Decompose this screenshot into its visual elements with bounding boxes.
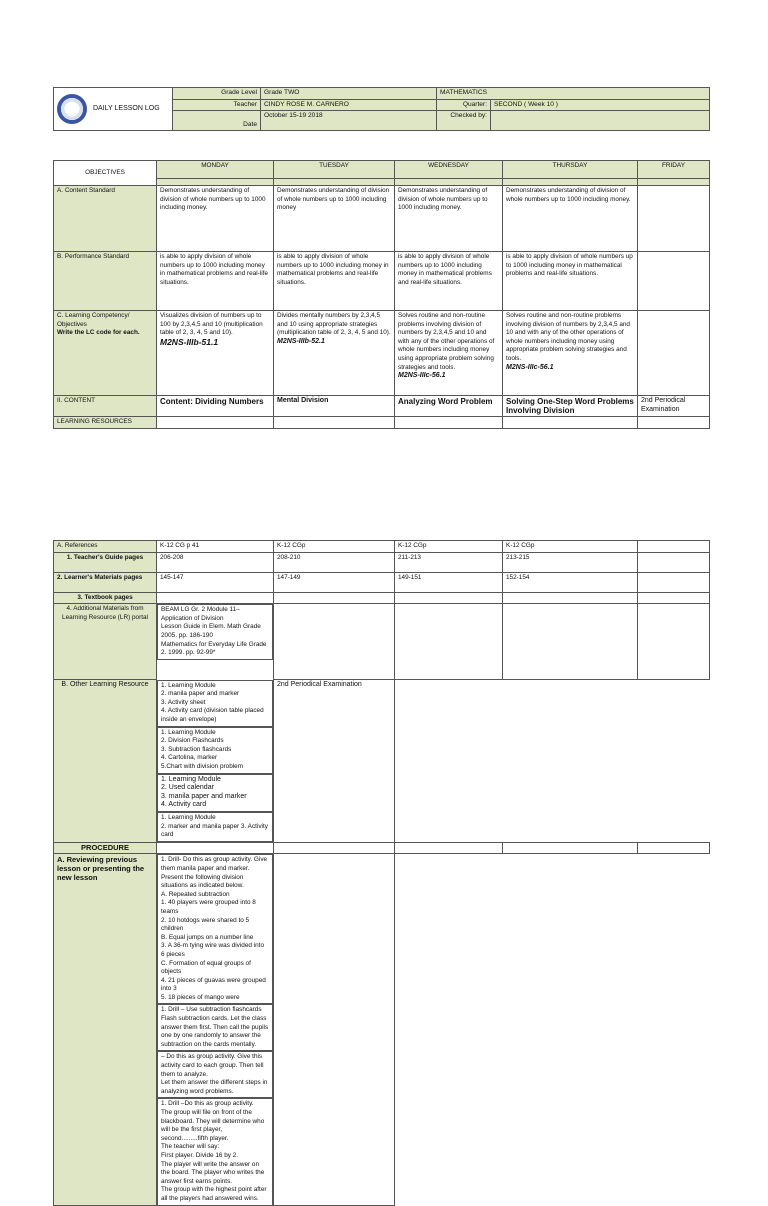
procedure-label: PROCEDURE xyxy=(54,842,157,854)
logo-cell xyxy=(54,88,173,131)
cell-text: 211-213 xyxy=(395,552,503,572)
lc-code: M2NS-IIIc-56.1 xyxy=(398,372,446,380)
cell-text xyxy=(638,552,710,572)
grade-level-label: Grade Level xyxy=(173,88,261,100)
references-label: A. References xyxy=(54,541,157,553)
cell-text xyxy=(503,604,638,680)
competency-cell xyxy=(274,311,395,396)
teachers-guide-row xyxy=(54,552,710,572)
additional-materials-row xyxy=(54,604,710,680)
lc-code: M2NS-IIIb-51.1 xyxy=(160,336,219,347)
content-monday: Content: Dividing Numbers xyxy=(157,396,274,417)
cell-text: is able to apply division of whole numbers up to 1000 including money in mathematical problems and real-life situations. xyxy=(395,252,503,311)
learners-materials-row xyxy=(54,572,710,592)
day-tuesday: TUESDAY xyxy=(274,161,395,179)
cell-text: K-12 CG p 41 xyxy=(157,541,274,553)
cell-text: K-12 CGp xyxy=(395,541,503,553)
content-friday: 2nd Periodical Examination xyxy=(638,396,710,417)
objectives-header: OBJECTIVES xyxy=(54,161,157,186)
cell-text xyxy=(395,604,503,680)
lc-code: M2NS-IIIc-56.1 xyxy=(506,363,554,371)
cell-text: 1. Learning Module 2. Division Flashcards 3. Subtraction flashcards 4. Cartolina, marker 5.Chart with division problem xyxy=(157,727,273,774)
competency-cell xyxy=(638,311,710,396)
cell-text: Demonstrates understanding of division of whole numbers up to 1000 including money. xyxy=(395,186,503,252)
content-standard-row xyxy=(54,186,710,252)
cell-text: 213-215 xyxy=(503,552,638,572)
competency-row xyxy=(54,311,710,396)
resources-table xyxy=(53,540,710,1206)
competency-label-2: Write the LC code for each. xyxy=(57,329,140,337)
competency-text: Solves routine and non-routine problems involving division of numbers by 2,3,4,5 and 10 and with any of the other operations of whole numbers including money using appropriate problem solving strategies and tools. xyxy=(398,312,497,371)
textbook-label: 3. Textbook pages xyxy=(54,592,157,604)
cell-text xyxy=(638,572,710,592)
content-label: II. CONTENT xyxy=(54,396,157,417)
competency-cell xyxy=(503,311,638,396)
cell-text xyxy=(274,604,395,680)
grade-level-value: Grade TWO xyxy=(261,88,437,100)
content-row xyxy=(54,396,710,417)
cell-text: is able to apply division of whole numbers up to 1000 including money in mathematical problems and real-life situations. xyxy=(274,252,395,311)
lc-code: M2NS-IIIb-52.1 xyxy=(277,337,325,345)
deped-seal-icon xyxy=(57,94,87,124)
cell-text xyxy=(638,186,710,252)
cell-text: 1. Drill – Use subtraction flashcards Flash subtraction cards. Let the class answer them first. Then call the pupils one by one randomly to answer the subtraction on the cards mentally. xyxy=(157,1004,273,1051)
cell-text: 152-154 xyxy=(503,572,638,592)
competency-cell xyxy=(157,311,274,396)
checked-by-label: Checked by: xyxy=(437,111,491,131)
competency-text: Visualizes division of numbers up to 100 by 2,3,4,5 and 10 (multiplication table of 2, 3, 4, 5 and 10). xyxy=(160,312,265,337)
log-title: DAILY LESSON LOG xyxy=(93,104,160,112)
day-wednesday: WEDNESDAY xyxy=(395,161,503,179)
subject-value: MATHEMATICS xyxy=(437,88,710,100)
performance-standard-label: B. Performance Standard xyxy=(54,252,157,311)
cell-text: 2nd Periodical Examination xyxy=(274,680,395,843)
other-resources-row xyxy=(54,680,710,843)
competency-text: Divides mentally numbers by 2,3,4,5 and 10 using appropriate strategies (multiplication table of 2, 3, 4, 5 and 10). xyxy=(277,312,391,337)
date-value: October 15-19 2018 xyxy=(261,111,437,131)
teacher-label: Teacher xyxy=(173,99,261,111)
other-resources-label: B. Other Learning Resource xyxy=(54,680,157,843)
cell-text: 206-208 xyxy=(157,552,274,572)
cell-text: 149-151 xyxy=(395,572,503,592)
cell-text xyxy=(638,252,710,311)
day-friday: FRIDAY xyxy=(638,161,710,179)
competency-cell xyxy=(395,311,503,396)
cell-text: Demonstrates understanding of division of whole numbers up to 1000 including money. xyxy=(157,186,274,252)
learning-resources-label: LEARNING RESOURCES xyxy=(54,417,157,429)
cell-text: 1. Drill- Do this as group activity. Give them manila paper and marker. Present the following division situations as indicated below. A. Repeated subtraction 1. 40 players were grouped into 8 teams 2. 10 hotdogs were shared to 5 children B. Equal jumps on a number line 3. A 36-m tying wire was divided into 6 pieces C. Formation of equal groups of objects 4. 21 pieces of guavas were grouped into 3 5. 18 pieces of mango were xyxy=(157,854,273,1004)
cell-text: 208-210 xyxy=(274,552,395,572)
cell-text xyxy=(638,541,710,553)
cell-text: 1. Learning Module 2. marker and manila paper 3. Activity card xyxy=(157,812,273,842)
cell-text: 1. Learning Module 2. manila paper and marker 3. Activity sheet 4. Activity card (division table placed inside an envelope) xyxy=(157,680,273,727)
cell-text: 1. Drill –Do this as group activity. The group will file on front of the blackboard. They will determine who will be the first player, second.........fifth player. The teacher will say: First player. Divide 16 by 2. The player will write the answer on the board. The player who writes the answer first earns points. The group with the highest point after all the players had answered wins. xyxy=(157,1098,273,1205)
performance-standard-row xyxy=(54,252,710,311)
cell-text: 145-147 xyxy=(157,572,274,592)
day-monday: MONDAY xyxy=(157,161,274,179)
learners-materials-label: 2. Learner's Materials pages xyxy=(54,572,157,592)
content-wednesday: Analyzing Word Problem xyxy=(395,396,503,417)
cell-text: Demonstrates understanding of division of whole numbers up to 1000 including money xyxy=(274,186,395,252)
competency-label xyxy=(54,311,157,396)
cell-text: is able to apply division of whole numbers up to 1000 including money in mathematical problems and real-life situations. xyxy=(157,252,274,311)
teachers-guide-label: 1. Teacher's Guide pages xyxy=(54,552,157,572)
objectives-table xyxy=(53,160,710,429)
content-standard-label: A. Content Standard xyxy=(54,186,157,252)
header-table xyxy=(53,87,710,131)
competency-label-1: C. Learning Competency/ Objectives xyxy=(57,312,132,328)
procedure-row xyxy=(54,842,710,854)
cell-text xyxy=(274,854,395,1206)
cell-text: is able to apply division of whole numbers up to 1000 including money in mathematical problems and real-life situations. xyxy=(503,252,638,311)
competency-text: Solves routine and non-routine problems involving division of numbers by 2,3,4,5 and 10 and with any of the other operations of whole numbers including money using appropriate problem solving strategies and tools. xyxy=(506,312,632,362)
cell-text: K-12 CGp xyxy=(274,541,395,553)
reviewing-label: A. Reviewing previous lesson or presenting the new lesson xyxy=(54,854,157,1206)
cell-text: 147-149 xyxy=(274,572,395,592)
checked-by-value xyxy=(491,111,710,131)
references-row xyxy=(54,541,710,553)
content-thursday: Solving One-Step Word Problems Involving Division xyxy=(503,396,638,417)
reviewing-row xyxy=(54,854,710,1206)
cell-text: – Do this as group activity. Give this activity card to each group. Then tell them to analyze. Let them answer the different steps in analyzing word problems. xyxy=(157,1051,273,1098)
cell-text: Demonstrates understanding of division of whole numbers up to 1000 including money. xyxy=(503,186,638,252)
cell-text xyxy=(638,604,710,680)
cell-text: BEAM LG Gr. 2 Module 11– Application of Division Lesson Guide in Elem. Math Grade 2005. pp. 186-190 Mathematics for Everyday Life Grade 2. 1999. pp. 92-99* xyxy=(157,604,273,660)
date-label: Date xyxy=(173,111,261,131)
learning-resources-row xyxy=(54,417,710,429)
content-tuesday: Mental Division xyxy=(274,396,395,417)
cell-text: K-12 CGp xyxy=(503,541,638,553)
additional-materials-label: 4. Additional Materials from Learning Resource (LR) portal xyxy=(54,604,157,680)
day-thursday: THURSDAY xyxy=(503,161,638,179)
teacher-value: CINDY ROSE M. CARNERO xyxy=(261,99,437,111)
cell-text: 1. Learning Module 2. Used calendar 3. manila paper and marker 4. Activity card xyxy=(157,774,273,812)
quarter-label: Quarter: xyxy=(437,99,491,111)
quarter-value: SECOND ( Week 10 ) xyxy=(491,99,710,111)
textbook-row xyxy=(54,592,710,604)
